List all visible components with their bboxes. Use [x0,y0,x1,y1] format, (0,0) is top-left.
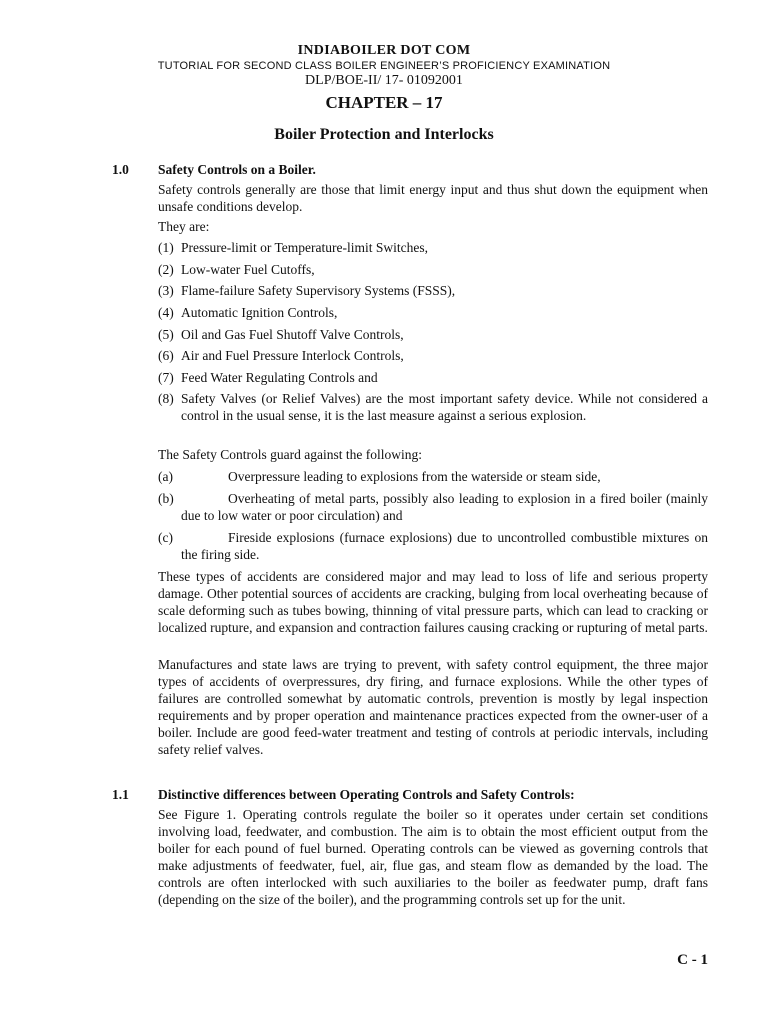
site-name: INDIABOILER DOT COM [297,43,471,58]
guard-item [158,529,708,563]
list-item-text: Automatic Ignition Controls, [181,305,338,320]
list-item [158,304,708,321]
list-item [158,239,708,256]
list-item-text: Air and Fuel Pressure Interlock Controls, [181,348,404,363]
list-item-number: (4) [158,305,174,320]
list-item-text: Flame-failure Safety Supervisory Systems (FSSS), [181,283,456,298]
section-title: Safety Controls on a Boiler. [158,162,316,177]
tutorial-subtitle: TUTORIAL FOR SECOND CLASS BOILER ENGINEER’S PROFICIENCY EXAMINATION [157,60,611,72]
list-item-number: (8) [158,391,174,406]
list-item [158,369,708,386]
list-item-text: Safety Valves (or Relief Valves) are the most important safety device. While not considered a control in the usual sense, it is the last measure against a serious explosion. [181,391,708,423]
prevention-paragraph: Manufactures and state laws are trying to prevent, with safety control equipment, the three major types of accidents of overpressures, dry firing, and furnace explosions. While the other types of failures are controlled somewhat by automatic controls, prevention is mostly by legal inspection requirements and by proper operation and maintenance practices expected from the owner-user of a boiler. Include are good feed-water treatment and testing of controls at periodic intervals, including safety relief valves. [158,657,708,757]
guard-item-text: Fireside explosions (furnace explosions) due to uncontrolled combustible mixtures on the firing side. [181,530,708,562]
list-item-text: Pressure-limit or Temperature-limit Switches, [181,240,429,255]
accidents-paragraph: These types of accidents are considered major and may lead to loss of life and serious property damage. Other potential sources of accidents are cracking, bulging from local overheating because of scale deforming such as tubes bowing, thinning of vital pressure parts, which can lead to cracking or localized rupture, and expansion and contraction failures causing cracking or rupturing of metal parts. [158,569,708,635]
chapter-heading: CHAPTER – 17 [325,93,443,112]
operating-controls-paragraph: See Figure 1. Operating controls regulate the boiler so it operates under certain set conditions involving load, feedwater, and combustion. The aim is to obtain the most efficient output from the boiler for each pound of fuel burned. Operating controls can be viewed as governing controls that make adjustments of feedwater, fuel, air, flue gas, and steam flow as demanded by the load. The controls are often interlocked with such auxiliaries to the boiler as feedwater pump, draft fans (depending on the size of the boiler), and the programming controls set up for the unit. [158,807,708,907]
list-item-number: (6) [158,348,174,363]
list-item [158,390,708,424]
list-item [158,326,708,343]
list-item-text: Oil and Gas Fuel Shutoff Valve Controls, [181,327,404,342]
section-number: 1.1 [112,787,129,802]
guard-item-text: Overheating of metal parts, possibly also leading to explosion in a fired boiler (mainly due to low water or poor circulation) and [181,491,708,523]
guard-item-letter: (a) [158,469,173,484]
list-item [158,347,708,364]
section-number: 1.0 [112,162,129,177]
guard-item [158,490,708,524]
document-code: DLP/BOE-II/ 17- 01092001 [305,73,463,88]
they-are-label: They are: [158,219,210,234]
list-item-number: (2) [158,262,174,277]
list-item-text: Low-water Fuel Cutoffs, [181,262,315,277]
list-item-text: Feed Water Regulating Controls and [181,370,378,385]
list-item-number: (3) [158,283,174,298]
list-item-number: (5) [158,327,174,342]
intro-paragraph: Safety controls generally are those that limit energy input and thus shut down the equipment when unsafe conditions develop. [158,182,708,214]
list-item [158,261,708,278]
list-item-number: (7) [158,370,174,385]
list-item [158,282,708,299]
guard-item-letter: (c) [158,530,173,545]
page-number: C - 1 [677,952,708,968]
section-title: Distinctive differences between Operating Controls and Safety Controls: [158,787,575,802]
guard-item [158,468,708,485]
guard-item-letter: (b) [158,491,174,506]
guard-intro: The Safety Controls guard against the following: [158,447,422,462]
guard-item-text: Overpressure leading to explosions from the waterside or steam side, [228,469,601,484]
page-title: Boiler Protection and Interlocks [274,126,494,143]
list-item-number: (1) [158,240,174,255]
